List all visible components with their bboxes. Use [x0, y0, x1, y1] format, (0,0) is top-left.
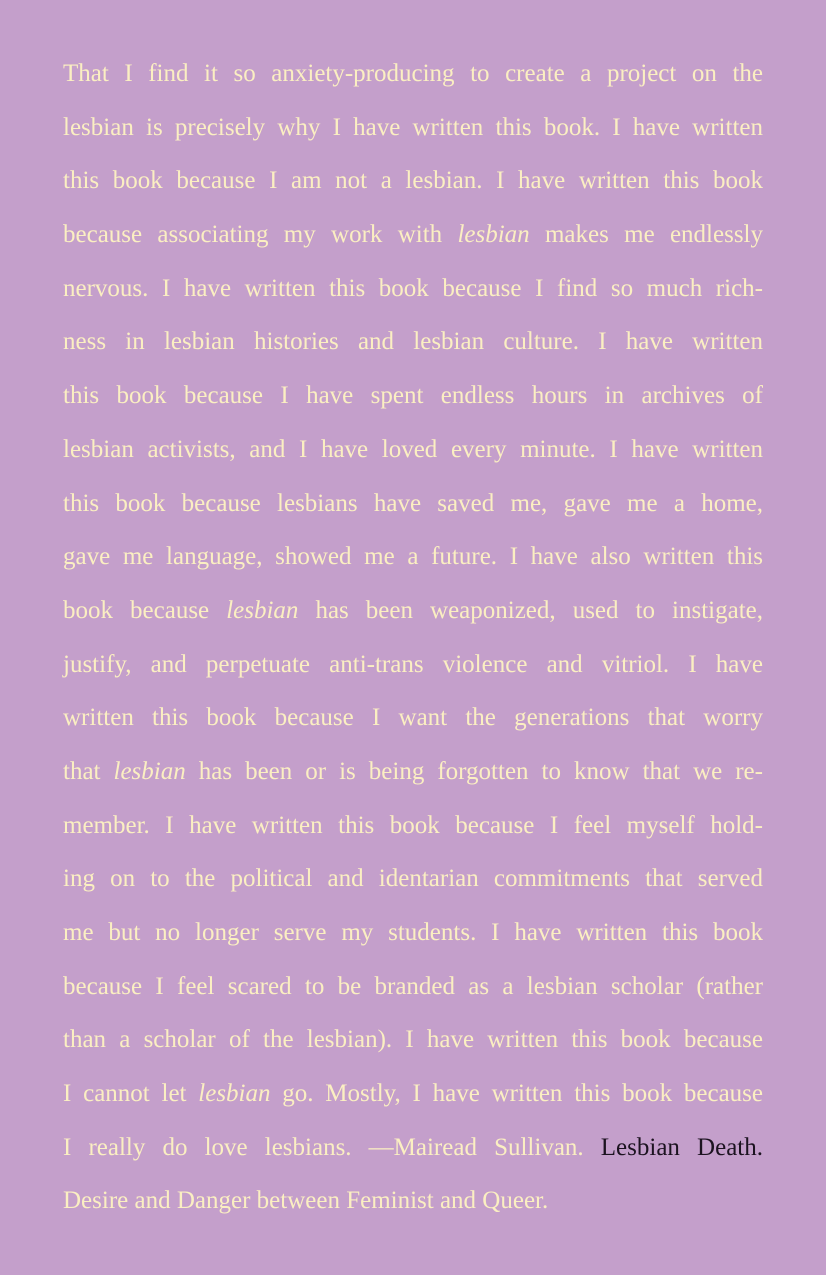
emphasis-lesbian: lesbian	[113, 757, 186, 785]
quote-line: than a scholar of the lesbian). I have written this book because	[63, 1026, 763, 1054]
quote-line: because associating my work with lesbian makes me endlessly	[63, 221, 764, 249]
quote-line: That I find it so anxiety-producing to create a project on the	[63, 60, 763, 87]
quote-line	[63, 1126, 763, 1180]
emphasis-lesbian: lesbian	[457, 221, 530, 249]
quote-line: me but no longer serve my students. I have written this book	[63, 919, 763, 946]
quote-line: book because lesbian has been weaponized, used to instigate,	[63, 596, 763, 624]
quote-line: gave me language, showed me a future. I have also written this	[63, 543, 763, 571]
emphasis-lesbian: lesbian	[198, 1080, 271, 1108]
quote-line: because I feel scared to be branded as a lesbian scholar (rather	[63, 972, 763, 1000]
book-subtitle: Desire and Danger between Feminist and Queer.	[63, 1187, 549, 1215]
emphasis-lesbian: lesbian	[226, 596, 299, 624]
quote-line: justify, and perpetuate anti-trans violence and vitriol. I have	[63, 650, 763, 678]
quote-line: ing on to the political and identarian commitments that served	[63, 865, 763, 893]
quote-line: lesbian is precisely why I have written this book. I have written	[63, 113, 763, 141]
quote-line: nervous. I have written this book because I find so much rich-	[63, 274, 763, 302]
quote-line: member. I have written this book because I feel myself hold-	[63, 811, 763, 839]
quote-line: this book because lesbians have saved me, gave me a home,	[63, 489, 763, 517]
quote-text	[63, 52, 763, 1233]
quote-line: ness in lesbian histories and lesbian culture. I have written	[63, 328, 763, 356]
book-title: Lesbian Death.	[600, 1133, 763, 1161]
attribution: I really do love lesbians. —Mairead Sullivan.	[63, 1133, 601, 1161]
quote-line: that lesbian has been or is being forgotten to know that we re-	[63, 757, 763, 785]
quote-line: lesbian activists, and I have loved every minute. I have written	[63, 435, 763, 463]
quote-line: this book because I have spent endless hours in archives of	[63, 382, 763, 410]
quote-line: this book because I am not a lesbian. I have written this book	[63, 167, 763, 195]
quote-line: I cannot let lesbian go. Mostly, I have written this book because	[63, 1080, 763, 1108]
quote-line: written this book because I want the generations that worry	[63, 704, 763, 732]
